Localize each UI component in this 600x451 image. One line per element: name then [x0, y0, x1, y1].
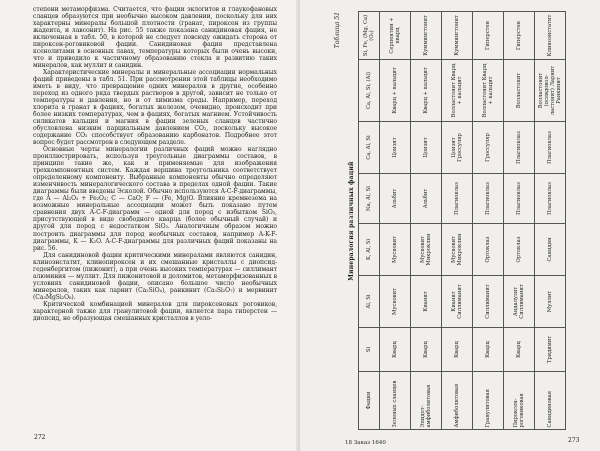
table-cell: Плагиоклаз [442, 174, 473, 224]
table-cell: Кварц [380, 328, 411, 372]
table-title: Минералогия различных фаций [348, 161, 355, 281]
table-header-row [359, 12, 380, 430]
column-header: Ca, Al, Si, (Al) [359, 60, 380, 122]
table-cell: Мусковит [380, 276, 411, 328]
table-cell: Волластонит Кварц + кальцит [473, 60, 504, 122]
column-header: Al, Si [359, 276, 380, 328]
facies-cell: Гранулитовая [473, 372, 504, 430]
table-cell: Серпентин + кварц [380, 12, 411, 60]
table-cell: Мусковит Микроклин [411, 224, 442, 276]
column-header: Si [359, 328, 380, 372]
table-row [535, 12, 566, 430]
table-cell: Плагиоклаз [504, 122, 535, 174]
facies-table [358, 11, 566, 430]
table-cell: Альбит [411, 174, 442, 224]
paragraph: Основные черты минералогии различных фаций можно наглядно проиллюстрировать, используя треугольные диаграммы составов, в принципе такие же, как и применяемые для изображения трехкомпонентных систем. Каждая вершина треугольника соответствует определенному компоненту. Выбранные компоненты обычно определяют изменчивость минералогического состава в пределах одной фации. Такие диаграммы были введены Эсколой. Обычно используются A-C-F-диаграммы, где A — Al₂O₃ + Fe₂O₃; C — CaO; F — (Fe, Mg)O. Влияние кремнезема на возможные минеральные ассоциации может быть показано путем сравнения двух A-C-F-диаграмм — одной для пород с избытком SiO₂, присутствующей в виде свободного кварца (более обычный случай) и другой для пород с недостатком SiO₂. Аналогичным образом можно построить диаграммы для пород необычных составов, например A-K-F-диаграммы, K — K₂O. A-C-F-диаграммы для различных фаций показаны на рис. 56. [33, 146, 277, 252]
table-cell: Кианит Силлиманит [442, 276, 473, 328]
table-cell: Волластонит Кварц + кальцит [442, 60, 473, 122]
table-cell: Цоизит Гроссуляр [442, 122, 473, 174]
table-cell: Плагиоклаз [535, 122, 566, 174]
table-cell: Ортоклаз [504, 224, 535, 276]
table-cell: Кварц [473, 328, 504, 372]
column-header: Na, Al, Si [359, 174, 380, 224]
table-row [411, 12, 442, 430]
table-row [442, 12, 473, 430]
table-cell: Цоизит [380, 122, 411, 174]
table-row [380, 12, 411, 430]
facies-cell: Зеленых сланцев [380, 372, 411, 430]
paragraph: степени метаморфизма. Считается, что фации эклогитов и глаукофановых сланцев образуются при необычно высоком давлении, поскольку для них характерны минералы большой плотности (гранат, пироксен из группы жадеита, и лавсонит). На рис. 55 также показана санидиновая фация, не включенная в табл. 50, в которой не следует повсюду ожидать сторона от пироксен-роговиковой фации. Санидиновая фация представлена ксенолитами в основных лавах, температуры которых были очень высоки, что и приводило к частичному образованию стекла и развитию таких минералов, как муллит и санидин. [33, 6, 277, 70]
table-cell: Мусковит [380, 224, 411, 276]
table-cell: Кварц [442, 328, 473, 372]
table-cell: Цоизит [411, 122, 442, 174]
paragraph: Характеристические минералы и минеральные ассоциации нормальных фаций приведены в табл. 51. При рассмотрении этой таблицы необходимо иметь в виду, что превращение одних минералов в другие, особенно переход из одного ряда твердых растворов в другой, зависит не только от температуры и давления, но и от химизма среды. Например, переход хлорита в гранат в фациях, богатых железом, очевидно, происходит при более низких температурах, чем в фациях, богатых магнием. Устойчивость силикатов кальция и магния в фации зеленых сланцев частично обусловлена низким парциальным давлением CO₂, поскольку высокое содержание CO₂ способствует образованию карбонатов. Подробнее этот вопрос будет рассмотрен в следующем разделе. [33, 69, 277, 147]
table-cell: Альбит [380, 174, 411, 224]
page-number: 273 [568, 437, 580, 444]
table-cell: Мусковит Микроклин [442, 224, 473, 276]
table-cell: Кварц + кальцит [411, 60, 442, 122]
table-cell: Гиперстен [473, 12, 504, 60]
table-cell: Ортоклаз [473, 224, 504, 276]
column-header: K, Al, Si [359, 224, 380, 276]
table-cell: Куммингтонит [442, 12, 473, 60]
table-cell: Силлиманит [473, 276, 504, 328]
table-cell: Тридимит [535, 328, 566, 372]
table-cell: Плагиоклаз [473, 174, 504, 224]
table-cell: Гиперстен [504, 12, 535, 60]
column-header: Ca, Al, Si [359, 122, 380, 174]
table-cell: Волластонит (псевдовол-ластонит) Ларнит Ранкинит [535, 60, 566, 122]
paragraph: Критической комбинацией минералов для пироксеновых роговиков, характерной также для гранулитовой фации, является пара гиперстен — диопсид, не образующая смешанных кристаллов в уело- [33, 300, 277, 322]
table-cell: Волластонит [504, 60, 535, 122]
facies-cell: Пироксен-роговиковая [504, 372, 535, 430]
table-cell: Андалузит Силлиманит [504, 276, 535, 328]
paragraph: Для санидиновой фации критическими минералами являются санидин, клиноэнстатит, клинопироксен и их смешанные кристаллы с диопсид-геденбергитом (пижонит), а при очень высоких температурах — силлимант алюминия — муллит. Для пижонитовой и доломитов, метаморфизованных в условиях санидиновой фации, описано большое число необычных минералов, таких как ларнит (Ca₂SiO₄), ранкинит (Ca₃Si₂O₇) и мервинит (Ca₃MgSi₂O₈). [33, 251, 277, 301]
table-cell: Куммингтонит [411, 12, 442, 60]
table-cell: Кианит [411, 276, 442, 328]
table-cell: Плагиоклаз [535, 174, 566, 224]
table-cell: Кварц [504, 328, 535, 372]
column-header: Фации [359, 372, 380, 430]
facies-cell: Амфиболитовая [442, 372, 473, 430]
table-row [473, 12, 504, 430]
table-cell: Гроссуляр [473, 122, 504, 174]
facies-cell: Эпидот-амфиболитовая [411, 372, 442, 430]
table-cell: Кварц + кальцит [380, 60, 411, 122]
table-cell: Кварц [411, 328, 442, 372]
page-number: 272 [34, 434, 46, 441]
printer-signature: 18 Заказ 1640 [345, 440, 386, 446]
column-header: Si, Fe, (Mg, Ca) (O₂) [359, 12, 380, 60]
table-cell: Клиноэнстатит [535, 12, 566, 60]
table-row [504, 12, 535, 430]
table-cell: Плагиоклаз [504, 174, 535, 224]
table-cell: Санидин [535, 224, 566, 276]
body-text [33, 6, 277, 322]
table-cell: Муллит [535, 276, 566, 328]
rotated-table-block [334, 12, 566, 430]
facies-cell: Санидиновая [535, 372, 566, 430]
table-caption: Таблица 51 [334, 12, 341, 49]
